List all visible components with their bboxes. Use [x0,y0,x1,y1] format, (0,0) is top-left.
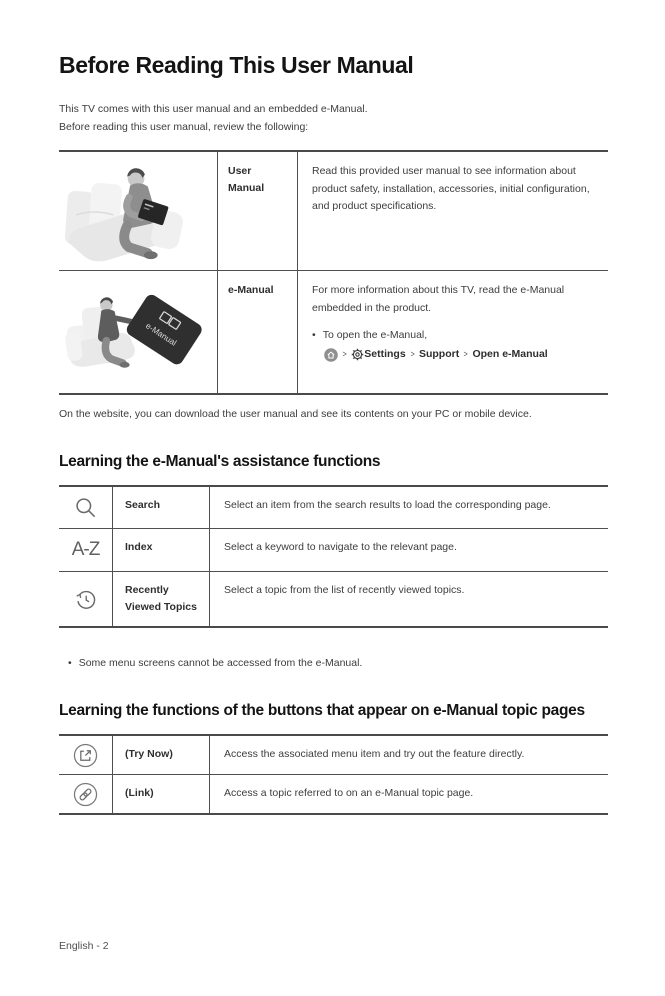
assistance-note-text: Some menu screens cannot be accessed from the e-Manual. [78,657,363,670]
table-row-link [59,775,608,813]
table-row-search [59,487,608,529]
path-settings: Settings [364,347,406,360]
table-row-e-manual [59,271,608,393]
page-title: Before Reading This User Manual [59,52,414,78]
assistance-heading: Learning the e-Manual's assistance functions [59,453,381,471]
e-manual-description: For more information about this TV, read the e-Manual embedded in the product. [312,284,565,314]
row-label-e-manual: e-Manual [218,271,298,393]
e-manual-screen-label: e-Manual [144,320,179,349]
path-separator: > [342,348,347,359]
path-open-e-manual: Open e-Manual [472,347,548,360]
e-manual-screen [124,293,204,368]
table-row-recently-viewed [59,572,608,626]
row-desc-user-manual: Read this provided user manual to see information about product safety, installation, accessories, initial configuration, and product specifications. [312,165,590,213]
home-icon [324,348,338,362]
row-desc-index: Select a keyword to navigate to the relevant page. [224,541,457,554]
row-label-search: Search [113,487,210,528]
row-desc-search: Select an item from the search results to load the corresponding page. [224,499,551,512]
row-desc-link: Access a topic referred to on an e-Manual topic page. [224,787,474,800]
search-icon [59,487,113,528]
table-row-index [59,529,608,572]
bullet-glyph: • [68,657,72,670]
website-note: On the website, you can download the user manual and see its contents on your PC or mobile device. [59,408,532,421]
table-row-try-now [59,736,608,775]
path-separator: > [463,348,468,359]
page-footer: English - 2 [59,940,109,952]
assistance-note [59,655,608,672]
path-separator: > [410,348,415,359]
intro-line-2: Before reading this user manual, review the following: [59,120,309,133]
bullet-glyph: • [312,329,316,342]
link-icon [59,775,113,813]
try-now-icon [59,736,113,774]
settings-path [324,346,594,364]
open-e-manual-bullet [312,327,594,345]
row-desc-recently-viewed: Select a topic from the list of recently viewed topics. [224,584,465,597]
illustration-reading-manual [59,152,218,270]
assistance-table [59,485,608,628]
intro-line-1: This TV comes with this user manual and an embedded e-Manual. [59,103,368,116]
row-desc-e-manual [298,271,608,393]
buttons-table [59,734,608,815]
manual-page [0,52,665,815]
path-support: Support [418,347,460,360]
illustration-e-manual [59,271,218,393]
row-desc-try-now: Access the associated menu item and try out the feature directly. [224,748,525,761]
row-label-user-manual: User Manual [218,152,298,270]
index-az-icon [59,529,113,571]
open-e-manual-prefix: To open the e-Manual, [322,329,428,342]
gear-icon [351,348,364,361]
row-label-recently-viewed: Recently Viewed Topics [113,572,210,626]
person-reading-illustration [64,158,212,264]
manual-overview-table [59,150,608,395]
intro-text [59,101,608,136]
az-glyph-text: A-Z [71,539,100,561]
person-remote-illustration [63,277,213,381]
history-icon [59,572,113,626]
buttons-heading: Learning the functions of the buttons that appear on e-Manual topic pages [59,702,585,720]
table-row-user-manual [59,152,608,271]
row-label-link: (Link) [113,775,210,813]
row-label-try-now: (Try Now) [113,736,210,774]
row-label-index: Index [113,529,210,571]
